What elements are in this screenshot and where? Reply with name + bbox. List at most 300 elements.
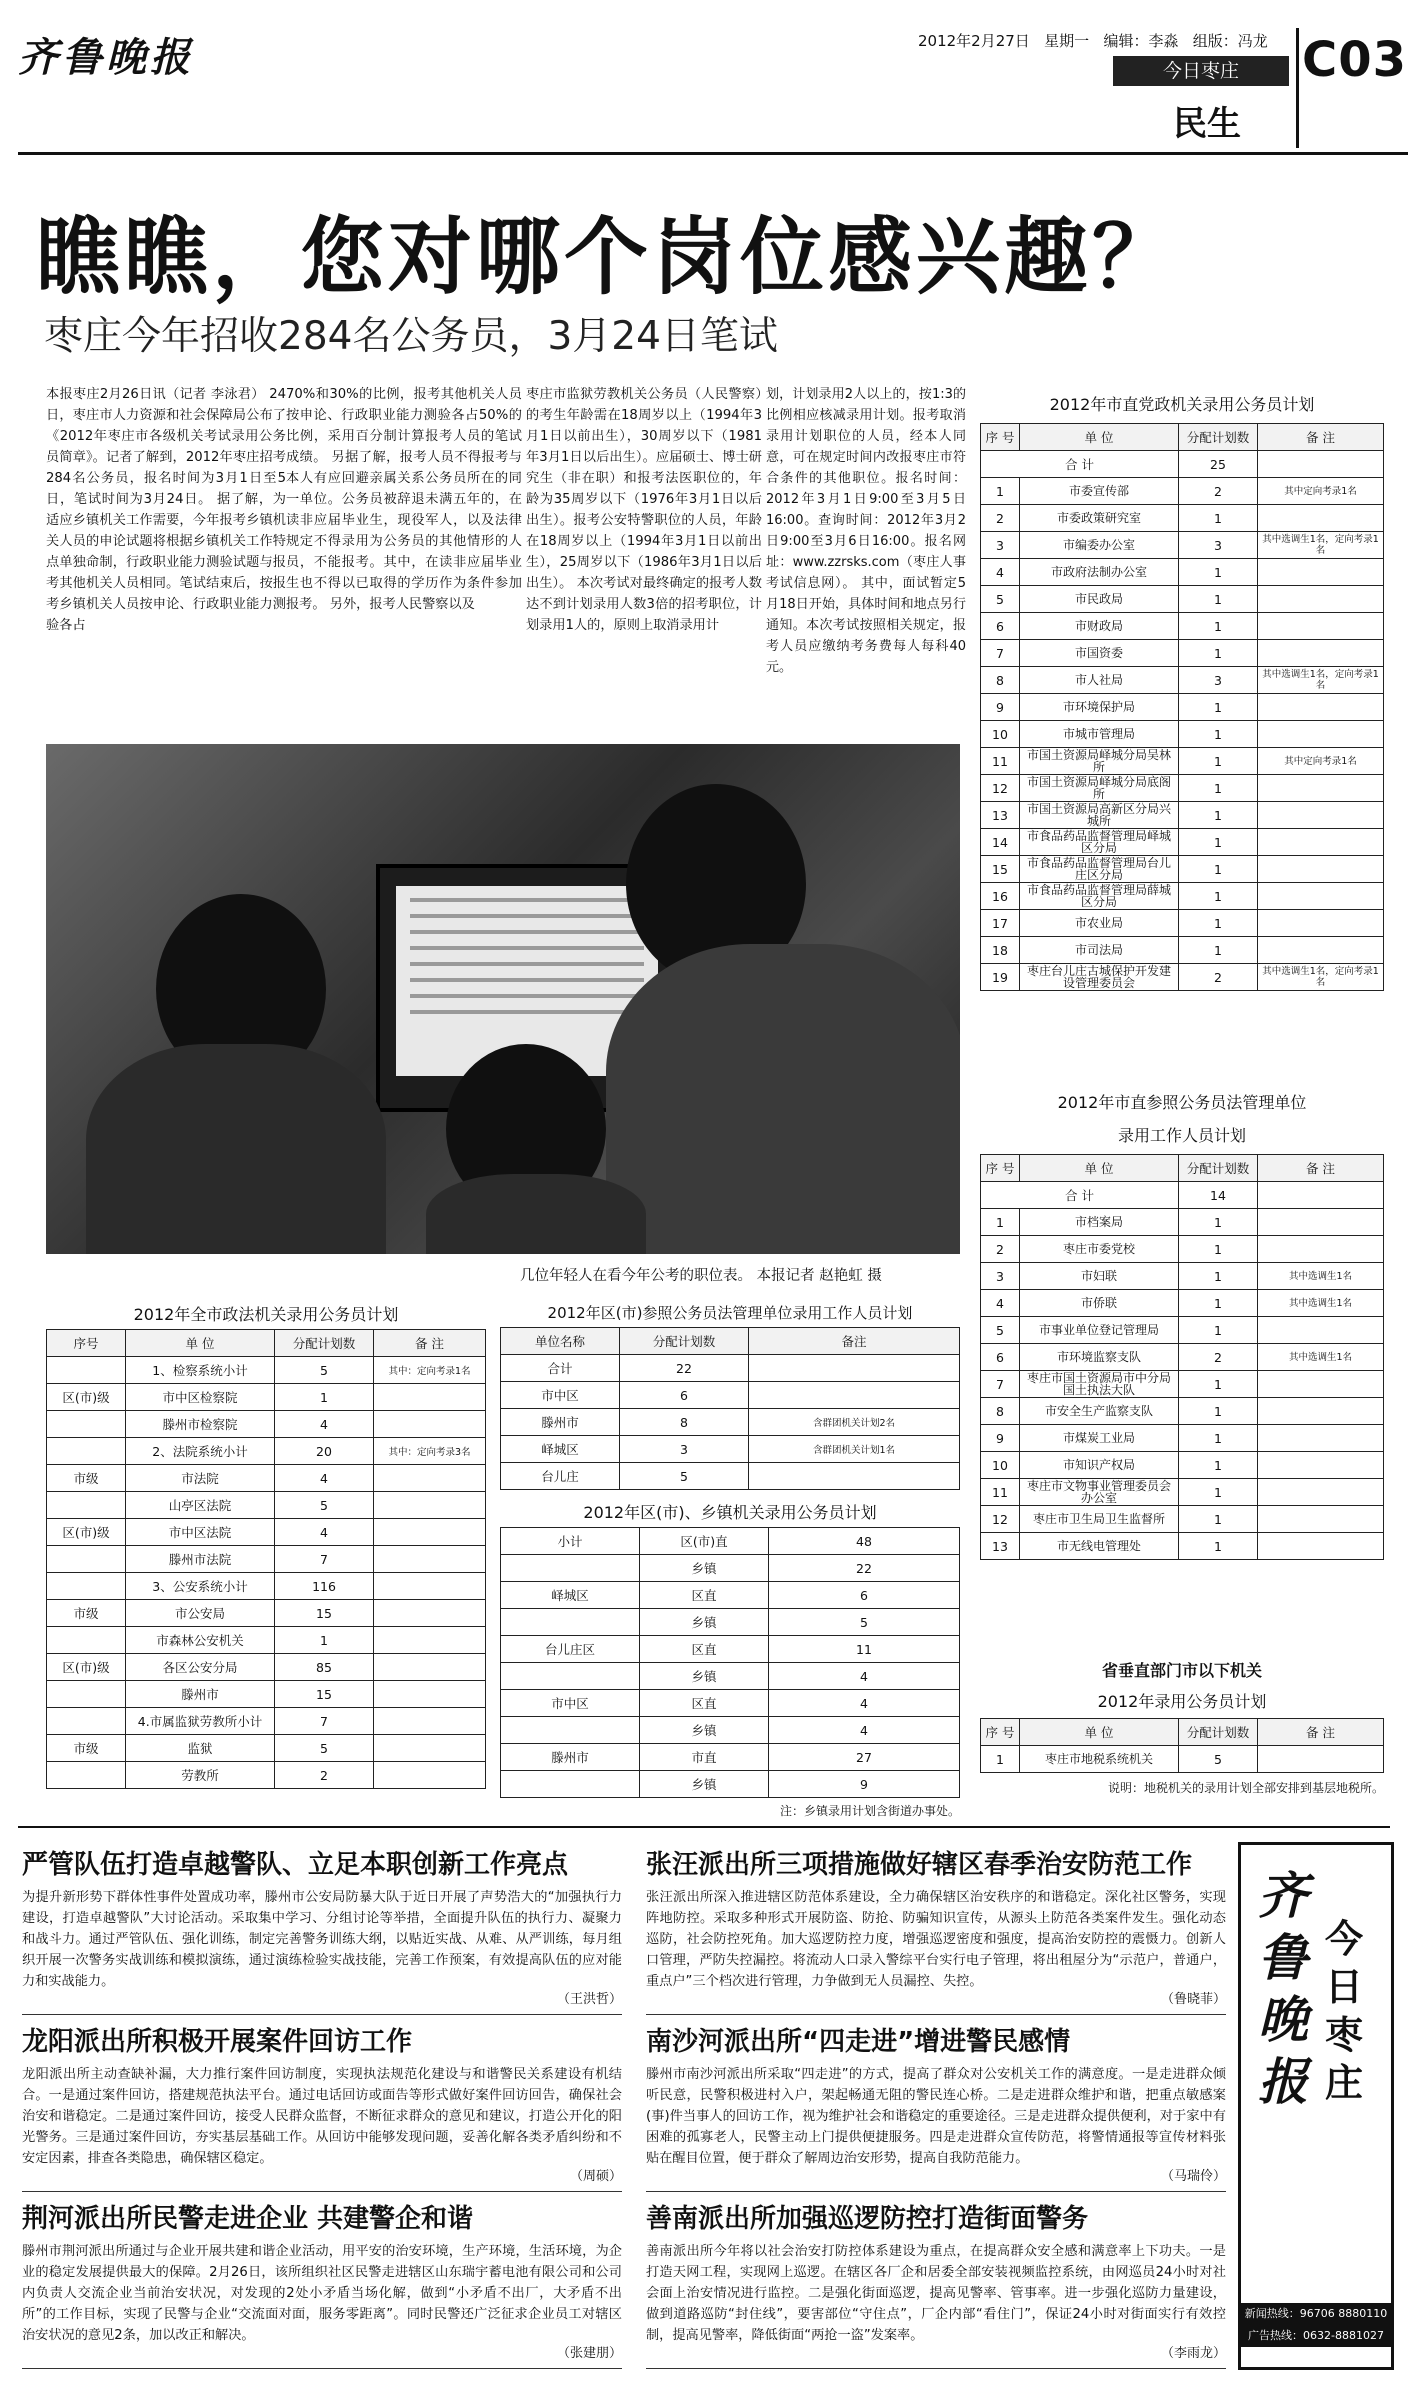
plan-table [980, 1718, 1384, 1773]
table-cell: 1 [1179, 613, 1258, 640]
table-title: 2012年区(市)、乡镇机关录用公务员计划 [583, 1503, 877, 1522]
table-cell: 合 计 [981, 1182, 1179, 1209]
table-cell: 市国土资源局峄城分局吴林所 [1020, 748, 1179, 775]
table-row [47, 1654, 486, 1681]
table-cell: 17 [981, 910, 1020, 937]
col-header: 单 位 [1020, 424, 1179, 451]
table-title: 2012年市直参照公务员法管理单位 [1057, 1093, 1307, 1112]
table-cell [1258, 451, 1384, 478]
table-politics-law [46, 1302, 486, 1789]
table-cell: 1 [1179, 1398, 1258, 1425]
table-title: 2012年区(市)参照公务员法管理单位录用工作人员计划 [547, 1304, 913, 1322]
table-cell: 市安全生产监察支队 [1020, 1398, 1179, 1425]
table-cell [374, 1465, 486, 1492]
news-divider [646, 2191, 1226, 2192]
table-cell [749, 1463, 960, 1490]
table-row [981, 613, 1384, 640]
table-cell: 5 [1179, 1746, 1258, 1773]
table-cell: 其中定向考录1名 [1258, 748, 1384, 775]
table-row [981, 1425, 1384, 1452]
table-cell [1258, 640, 1384, 667]
table-note: 说明：地税机关的录用计划全部安排到基层地税所。 [1107, 1781, 1384, 1795]
table-row [981, 910, 1384, 937]
table-cell: 1 [275, 1384, 374, 1411]
col-header: 序 号 [981, 1719, 1020, 1746]
table-cell: 12 [981, 1506, 1020, 1533]
table-cell: 2 [981, 1236, 1020, 1263]
table-cell: 市直 [640, 1744, 769, 1771]
article-column-4: 划，计划录用2人以上的，按1:3的比例相应核减录用计划。报考取消录用计划职位的人员，经本人同意，可在规定时间内改报枣庄市符合条件的其他职位。报名时间：2012年3月1日9:00至3月5日16:00。查询时间：2012年3月2日9:00至3月6日16:00。报名网址：www.zzrsks.com（枣庄人事考试信息网）。 其中，面试暂定5月18日开始，具体时间和地点另行通知。本次考试按照相关规定，报考人员应缴纳考务费每人每科40元。 [766, 387, 966, 675]
table-cell: 4 [275, 1411, 374, 1438]
table-cell: 4 [981, 559, 1020, 586]
article-column-3: 枣庄市监狱劳教机关公务员（人民警察）的考生年龄需在18周岁以上（1994年3月1日以前出生），30周岁以下（1981年3月1日以后出生）。应届硕士、博士研究生（非在职）和报考法医职位的，年龄为35周岁以下（1976年3月1日以后出生）。报考公安特警职位的人员，年龄在18周岁以上（1994年3月1日以前出生），25周岁以下（1986年3月1日以后出生）。 本次考试对最终确定的报考人数达不到计划录用人数3倍的招考职位，计划录用1人的，原则上取消录用计 [526, 387, 762, 633]
table-cell: 1 [1179, 748, 1258, 775]
table-cell: 1 [1179, 910, 1258, 937]
table-row [981, 559, 1384, 586]
table-cell [1258, 505, 1384, 532]
table-cell [1258, 856, 1384, 883]
table-row [981, 1371, 1384, 1398]
table-cell: 8 [981, 667, 1020, 694]
table-row [47, 1681, 486, 1708]
person-body [86, 1044, 386, 1254]
table-cell: 含群团机关计划2名 [749, 1409, 960, 1436]
table-cell: 市国土资源局高新区分局兴城所 [1020, 802, 1179, 829]
news-author: （马瑞伶） [1160, 2169, 1226, 2184]
table-cell: 市级 [47, 1600, 126, 1627]
news-title: 龙阳派出所积极开展案件回访工作 [22, 2027, 413, 2057]
table-row [47, 1357, 486, 1384]
main-subhead: 枣庄今年招收284名公务员，3月24日笔试 [44, 314, 778, 359]
table-cell: 10 [981, 1452, 1020, 1479]
news-divider [22, 2368, 622, 2369]
table-title: 2012年全市政法机关录用公务员计划 [133, 1305, 399, 1324]
table-cell: 85 [275, 1654, 374, 1681]
table-cell [1258, 1479, 1384, 1506]
news-author: （张建朋） [556, 2346, 622, 2361]
table-row [981, 802, 1384, 829]
table-cell: 监狱 [126, 1735, 275, 1762]
table-cell: 18 [981, 937, 1020, 964]
table-cell: 11 [981, 748, 1020, 775]
main-headline: 瞧瞧，您对哪个岗位感兴趣？ [36, 208, 1181, 306]
table-cell: 2、法院系统小计 [126, 1438, 275, 1465]
table-cell: 市编委办公室 [1020, 532, 1179, 559]
table-cell: 1 [1179, 721, 1258, 748]
news-body: 张汪派出所深入推进辖区防范体系建设，全力确保辖区治安秩序的和谐稳定。深化社区警务，实现阵地防控。采取多种形式开展防盗、防抢、防骗知识宣传，从源头上防范各类案件发生。强化动态巡防，社会防控死角。加大巡逻防控力度，增强巡逻密度和强度，提高治安防控的震慑力。创新人口管理，严防失控漏控。将流动人口录入警综平台实行电子管理，将出租屋分为“示范户，普通户，重点户”三个档次进行管理，力争做到无人员漏控、失控。 [646, 1890, 1226, 1989]
promo-box [1238, 1842, 1394, 2370]
table-cell: 4 [769, 1717, 960, 1744]
table-cell [374, 1546, 486, 1573]
plan-table [500, 1327, 960, 1490]
table-cell [47, 1708, 126, 1735]
table-row [501, 1382, 960, 1409]
table-row [47, 1546, 486, 1573]
table-cell: 市无线电管理处 [1020, 1533, 1179, 1560]
table-cell: 市国资委 [1020, 640, 1179, 667]
col-header: 序号 [47, 1330, 126, 1357]
table-provincial [980, 1658, 1384, 1796]
table-cell: 5 [275, 1357, 374, 1384]
table-cell: 27 [769, 1744, 960, 1771]
table-cell: 5 [981, 1317, 1020, 1344]
col-header: 备注 [749, 1328, 960, 1355]
table-row [47, 1708, 486, 1735]
table-row [981, 748, 1384, 775]
table-cell: 含群团机关计划1名 [749, 1436, 960, 1463]
person-body [426, 1174, 646, 1254]
table-cell: 市食品药品监督管理局峄城区分局 [1020, 829, 1179, 856]
table-cell: 市煤炭工业局 [1020, 1425, 1179, 1452]
table-cell: 枣庄台儿庄古城保护开发建设管理委员会 [1020, 964, 1179, 991]
table-row [47, 1573, 486, 1600]
table-cell: 6 [620, 1382, 749, 1409]
table-subtitle: 录用工作人员计划 [1117, 1126, 1246, 1145]
table-cell [1258, 883, 1384, 910]
table-cell: 1 [1179, 775, 1258, 802]
table-cell: 1 [275, 1627, 374, 1654]
table-cell: 山亭区法院 [126, 1492, 275, 1519]
news-divider [646, 2368, 1226, 2369]
table-row [981, 856, 1384, 883]
col-header: 序 号 [981, 1155, 1020, 1182]
table-cell: 乡镇 [640, 1609, 769, 1636]
table-city-ref [980, 1090, 1384, 1560]
table-cell [1258, 1533, 1384, 1560]
table-cell [1258, 1398, 1384, 1425]
table-subtitle: 2012年录用公务员计划 [1097, 1692, 1267, 1711]
news-author: （鲁晓菲） [1160, 1992, 1226, 2007]
table-cell: 2 [1179, 1344, 1258, 1371]
news-divider [22, 2191, 622, 2192]
table-cell: 25 [1179, 451, 1258, 478]
table-cell: 1 [1179, 1452, 1258, 1479]
table-cell: 12 [981, 775, 1020, 802]
news-item [22, 1844, 622, 2015]
table-cell: 4.市属监狱劳教所小计 [126, 1708, 275, 1735]
table-cell [374, 1384, 486, 1411]
table-row [981, 1209, 1384, 1236]
promo-hotlines [1241, 2303, 1391, 2347]
table-cell: 9 [981, 694, 1020, 721]
news-column-left [22, 1844, 622, 2375]
table-row [981, 721, 1384, 748]
table-cell: 22 [769, 1555, 960, 1582]
table-cell: 4 [769, 1690, 960, 1717]
table-cell [1258, 694, 1384, 721]
table-cell [47, 1762, 126, 1789]
news-author: （周硕） [569, 2169, 622, 2184]
table-cell: 枣庄市委党校 [1020, 1236, 1179, 1263]
table-row [981, 964, 1384, 991]
table-cell: 13 [981, 802, 1020, 829]
col-header: 备 注 [1258, 1719, 1384, 1746]
table-cell: 1 [1179, 856, 1258, 883]
table-row [501, 1609, 960, 1636]
table-row [981, 1290, 1384, 1317]
table-cell [1258, 1236, 1384, 1263]
news-title: 善南派出所加强巡逻防控打造街面警务 [646, 2204, 1089, 2234]
table-cell [374, 1654, 486, 1681]
col-header: 单 位 [1020, 1719, 1179, 1746]
table-cell: 市妇联 [1020, 1263, 1179, 1290]
table-row [501, 1690, 960, 1717]
news-body: 为提升新形势下群体性事件处置成功率，滕州市公安局防暴大队于近日开展了声势浩大的“加强执行力建设，打造卓越警队”大讨论活动。采取集中学习、分组讨论等举措，全面提升队伍的执行力、凝聚力和战斗力。通过严管队伍、强化训练，制定完善警务训练大纲，以贴近实战、从难、从严训练，每月组织开展一次警务实战训练和模拟演练，通过演练检验实战技能，完善工作预案，有效提高队伍的应对能力和实战能力。 [22, 1890, 622, 1989]
page-number: C03 [1302, 32, 1408, 88]
table-cell: 3 [981, 1263, 1020, 1290]
table-row [501, 1409, 960, 1436]
table-cell: 1 [1179, 802, 1258, 829]
table-cell: 其中选调生1名 [1258, 1290, 1384, 1317]
table-cell: 其中定向考录1名 [1258, 478, 1384, 505]
table-row [981, 532, 1384, 559]
table-cell: 市环境保护局 [1020, 694, 1179, 721]
table-row [981, 667, 1384, 694]
table-cell [1258, 1452, 1384, 1479]
table-cell: 7 [981, 640, 1020, 667]
table-cell: 1 [1179, 1209, 1258, 1236]
table-cell: 峄城区 [501, 1582, 640, 1609]
table-cell: 3 [981, 532, 1020, 559]
col-header: 备 注 [1258, 424, 1384, 451]
col-header: 分配计划数 [620, 1328, 749, 1355]
table-row [981, 640, 1384, 667]
table-cell: 14 [981, 829, 1020, 856]
table-row [981, 883, 1384, 910]
col-header: 单 位 [126, 1330, 275, 1357]
table-cell: 滕州市检察院 [126, 1411, 275, 1438]
table-cell: 2 [1179, 964, 1258, 991]
table-cell: 6 [981, 1344, 1020, 1371]
table-cell: 3 [620, 1436, 749, 1463]
news-photo [46, 744, 960, 1254]
table-cell: 市事业单位登记管理局 [1020, 1317, 1179, 1344]
table-cell: 乡镇 [640, 1717, 769, 1744]
table-cell [1258, 1746, 1384, 1773]
table-row [981, 1479, 1384, 1506]
table-cell: 区直 [640, 1636, 769, 1663]
table-cell: 合 计 [981, 451, 1179, 478]
table-cell [1258, 829, 1384, 856]
designer-credit: 组版：冯龙 [1192, 32, 1268, 50]
table-cell [374, 1681, 486, 1708]
table-cell: 小计 [501, 1528, 640, 1555]
table-cell [1258, 910, 1384, 937]
table-cell: 15 [981, 856, 1020, 883]
news-title: 严管队伍打造卓越警队、立足本职创新工作亮点 [22, 1850, 569, 1880]
table-cell: 1 [981, 1209, 1020, 1236]
col-header: 分配计划数 [1179, 1719, 1258, 1746]
table-cell: 区直 [640, 1690, 769, 1717]
table-cell: 市委宣传部 [1020, 478, 1179, 505]
table-cell: 市中区 [501, 1690, 640, 1717]
table-row [47, 1438, 486, 1465]
table-cell [1258, 937, 1384, 964]
table-cell: 4 [275, 1465, 374, 1492]
table-cell [1258, 1371, 1384, 1398]
table-cell: 区(市)级 [47, 1654, 126, 1681]
news-body: 滕州市南沙河派出所采取“四走进”的方式，提高了群众对公安机关工作的满意度。一是走进群众倾听民意，民警积极进村入户，架起畅通无阻的警民连心桥。二是走进群众维护和谐，把重点敏感案(事)件当事人的回访工作，视为维护社会和谐稳定的重要途径。三是走进群众提供便利，对于家中有困难的孤寡老人，民警主动上门提供便捷服务。四是走进群众宣传防范，将警情通报等宣传材料张贴在醒目位置，便于群众了解周边治安形势，提高自我防范能力。 [646, 2067, 1226, 2166]
table-cell [501, 1663, 640, 1690]
table-cell: 市政府法制办公室 [1020, 559, 1179, 586]
news-item [22, 2198, 622, 2369]
table-cell: 市中区法院 [126, 1519, 275, 1546]
table-row [501, 1771, 960, 1798]
table-cell: 各区公安分局 [126, 1654, 275, 1681]
table-cell: 1 [1179, 883, 1258, 910]
table-cell [1258, 775, 1384, 802]
table-cell: 11 [981, 1479, 1020, 1506]
table-cell: 1 [1179, 694, 1258, 721]
table-cell: 市城市管理局 [1020, 721, 1179, 748]
table-row [501, 1582, 960, 1609]
table-cell: 8 [981, 1398, 1020, 1425]
table-cell: 市知识产权局 [1020, 1452, 1179, 1479]
table-row [981, 1506, 1384, 1533]
table-cell: 5 [769, 1609, 960, 1636]
table-row [981, 1263, 1384, 1290]
table-row [47, 1411, 486, 1438]
table-cell: 滕州市法院 [126, 1546, 275, 1573]
table-row [501, 1636, 960, 1663]
person-body [606, 944, 960, 1254]
table-total-row [981, 1182, 1384, 1209]
table-cell: 市人社局 [1020, 667, 1179, 694]
col-header: 单 位 [1020, 1155, 1179, 1182]
table-cell: 滕州市 [501, 1409, 620, 1436]
table-cell: 市环境监察支队 [1020, 1344, 1179, 1371]
table-row [47, 1735, 486, 1762]
col-header: 备 注 [374, 1330, 486, 1357]
table-title: 2012年市直党政机关录用公务员计划 [1049, 395, 1315, 414]
table-cell [47, 1438, 126, 1465]
table-row [501, 1463, 960, 1490]
table-cell [749, 1382, 960, 1409]
table-cell: 9 [769, 1771, 960, 1798]
table-cell: 市档案局 [1020, 1209, 1179, 1236]
news-body: 善南派出所今年将以社会治安打防控体系建设为重点，在提高群众安全感和满意率上下功夫。一是打造天网工程，实现网上巡逻。在辖区各厂企和居委全部安装视频监控系统，由网巡员24小时对社会面上治安情况进行监控。二是强化街面巡逻，提高见警率、管事率。进一步强化巡防力量建设，做到道路巡防“封住线”，要害部位“守住点”，厂企内部“看住门”，保证24小时对街面实行有效控制，提高见警率，降低街面“两抢一盗”发案率。 [646, 2244, 1226, 2343]
col-header: 分配计划数 [275, 1330, 374, 1357]
table-cell: 4 [769, 1663, 960, 1690]
table-cell: 1 [1179, 1479, 1258, 1506]
table-cell [47, 1627, 126, 1654]
table-cell: 乡镇 [640, 1663, 769, 1690]
table-cell: 2 [1179, 478, 1258, 505]
table-cell: 市食品药品监督管理局台儿庄区分局 [1020, 856, 1179, 883]
table-cell: 区(市)级 [47, 1519, 126, 1546]
col-header: 分配计划数 [1179, 424, 1258, 451]
table-cell: 市侨联 [1020, 1290, 1179, 1317]
table-cell: 16 [981, 883, 1020, 910]
table-row [981, 775, 1384, 802]
table-cell: 乡镇 [640, 1771, 769, 1798]
table-cell [374, 1573, 486, 1600]
table-cell [47, 1357, 126, 1384]
table-cell: 市财政局 [1020, 613, 1179, 640]
table-cell [47, 1411, 126, 1438]
issue-date: 2012年2月27日 [918, 32, 1030, 50]
table-cell: 其中选调生1名 [1258, 1263, 1384, 1290]
table-row [501, 1717, 960, 1744]
photo-caption: 几位年轻人在看今年公考的职位表。 本报记者 赵艳虹 摄 [520, 1268, 882, 1284]
table-cell: 台儿庄 [501, 1463, 620, 1490]
table-cell: 10 [981, 721, 1020, 748]
table-cell: 9 [981, 1425, 1020, 1452]
news-item [646, 2021, 1226, 2192]
table-cell: 市法院 [126, 1465, 275, 1492]
news-body: 滕州市荆河派出所通过与企业开展共建和谐企业活动，用平安的治安环境，生产环境，生活环境，为企业的稳定发展提供最大的保障。2月26日，该所组织社区民警走进辖区山东瑞宇蓄电池有限公司和公司内负责人交流企业当前治安状况，对发现的2处小矛盾当场化解，做到“小矛盾不出厂，大矛盾不出所”的工作目标，实现了民警与企业“交流面对面，服务零距离”。同时民警还广泛征求企业员工对辖区治安状况的意见2条，加以改正和解决。 [22, 2244, 622, 2343]
editor-credit: 编辑：李淼 [1103, 32, 1179, 50]
table-row [981, 1344, 1384, 1371]
table-cell: 15 [275, 1600, 374, 1627]
table-row [981, 1398, 1384, 1425]
table-row [981, 505, 1384, 532]
table-cell: 1 [1179, 937, 1258, 964]
table-row [981, 1746, 1384, 1773]
ad-hotline: 广告热线：0632-8881027 [1248, 2329, 1384, 2342]
table-cell: 1 [1179, 1236, 1258, 1263]
news-item [22, 2021, 622, 2192]
table-row [981, 1236, 1384, 1263]
table-row [47, 1384, 486, 1411]
table-cell: 区(市)直 [640, 1528, 769, 1555]
table-note: 注：乡镇录用计划含街道办事处。 [779, 1804, 960, 1818]
table-cell: 市公安局 [126, 1600, 275, 1627]
table-cell [1258, 721, 1384, 748]
table-cell: 48 [769, 1528, 960, 1555]
table-cell: 1 [1179, 586, 1258, 613]
plan-table [46, 1329, 486, 1789]
section-rule [18, 1826, 1390, 1828]
table-cell: 2 [981, 505, 1020, 532]
table-cell: 20 [275, 1438, 374, 1465]
table-cell: 3、公安系统小计 [126, 1573, 275, 1600]
table-cell: 1 [1179, 1533, 1258, 1560]
table-cell: 3 [1179, 532, 1258, 559]
table-cell [501, 1717, 640, 1744]
table-row [981, 1533, 1384, 1560]
news-title: 张汪派出所三项措施做好辖区春季治安防范工作 [646, 1850, 1193, 1880]
table-cell [501, 1555, 640, 1582]
table-cell: 滕州市 [501, 1744, 640, 1771]
table-row [47, 1492, 486, 1519]
table-cell: 8 [620, 1409, 749, 1436]
table-row [981, 937, 1384, 964]
table-cell: 14 [1179, 1182, 1258, 1209]
table-cell: 5 [620, 1463, 749, 1490]
table-cell [1258, 613, 1384, 640]
table-cell: 乡镇 [640, 1555, 769, 1582]
table-row [47, 1762, 486, 1789]
table-row [981, 1317, 1384, 1344]
table-cell: 19 [981, 964, 1020, 991]
col-header: 序 号 [981, 424, 1020, 451]
masthead-divider [1296, 28, 1299, 148]
table-cell: 1 [1179, 829, 1258, 856]
news-title: 荆河派出所民警走进企业 共建警企和谐 [22, 2204, 474, 2234]
table-cell: 合计 [501, 1355, 620, 1382]
table-cell [47, 1681, 126, 1708]
table-city-party [980, 392, 1384, 991]
col-header: 分配计划数 [1179, 1155, 1258, 1182]
table-cell: 市民政局 [1020, 586, 1179, 613]
table-cell [374, 1735, 486, 1762]
table-cell: 区直 [640, 1582, 769, 1609]
news-divider [646, 2014, 1226, 2015]
masthead [18, 20, 1408, 144]
table-cell: 市委政策研究室 [1020, 505, 1179, 532]
table-cell: 5 [275, 1735, 374, 1762]
